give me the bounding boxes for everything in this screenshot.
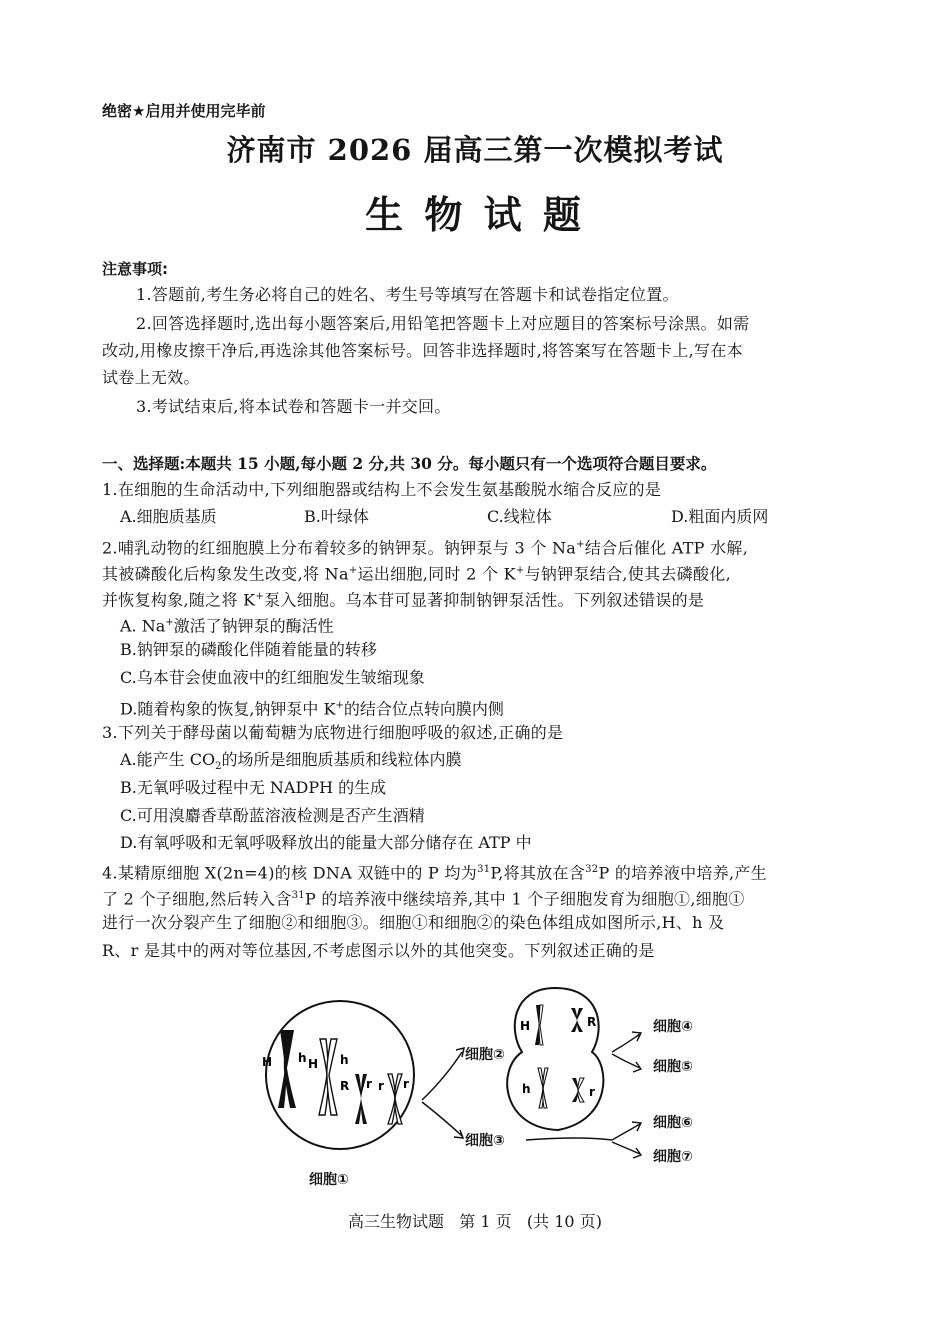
label-cell5: 细胞⑤ <box>653 1059 693 1075</box>
q2-option-c: C.乌本苷会使血液中的红细胞发生皱缩现象 <box>120 668 425 687</box>
gene-label-r: r <box>378 1079 384 1093</box>
plus-sign: + <box>335 700 344 711</box>
arrow-to-cell7 <box>612 1142 640 1154</box>
gene-label-r: r <box>403 1077 409 1091</box>
notice-item-1: 1.答题前,考生务必将自己的姓名、考生号等填写在答题卡和试卷指定位置。 <box>136 285 679 304</box>
q2-option-d <box>120 696 504 719</box>
arrow-to-cell6 <box>612 1124 640 1140</box>
q2-l1-b: 结合后催化 ATP 水解, <box>584 538 749 558</box>
secret-label: 绝密★启用并使用完毕前 <box>102 102 266 120</box>
arrow-to-cell3 <box>422 1102 462 1136</box>
page-footer: 高三生物试题 第 1 页 (共 10 页) <box>348 1212 602 1231</box>
isotope-31: 31 <box>477 864 491 875</box>
q4-stem-line-4: R、r 是其中的两对等位基因,不考虑图示以外的其他突变。下列叙述正确的是 <box>102 941 655 960</box>
q2-stem-line-2 <box>102 561 731 584</box>
q3-option-d: D.有氧呼吸和无氧呼吸释放出的能量大部分储存在 ATP 中 <box>120 833 532 852</box>
q2-option-a <box>120 613 334 636</box>
q2-a-a: A. Na <box>120 616 166 636</box>
gene-label-H: H <box>520 1019 531 1033</box>
chromosome-white-small <box>388 1074 402 1124</box>
q1-stem: 1.在细胞的生命活动中,下列细胞器或结构上不会发生氨基酸脱水缩合反应的是 <box>102 480 662 499</box>
q1-option-c: C.线粒体 <box>487 507 552 526</box>
q4-l1-c: P 的培养液中培养,产生 <box>598 863 768 883</box>
label-cell1: 细胞① <box>309 1172 349 1188</box>
label-cell3: 细胞③ <box>465 1133 505 1149</box>
q2-stem-line-1 <box>102 535 748 558</box>
q2-l2-b: 运出细胞,同时 2 个 K <box>357 564 516 584</box>
cell2-chromosome-upper-2 <box>571 1008 583 1032</box>
subject-title: 生 物 试 题 <box>365 192 585 237</box>
plus-sign: + <box>165 617 174 628</box>
q2-a-b: 激活了钠钾泵的酶活性 <box>173 616 334 636</box>
gene-label-h: h <box>298 1051 307 1065</box>
subscript-2: 2 <box>215 761 222 773</box>
gene-label-h: h <box>340 1053 349 1067</box>
q2-l2-a: 其被磷酸化后构象发生改变,将 Na <box>102 564 349 584</box>
q3-option-b: B.无氧呼吸过程中无 NADPH 的生成 <box>120 778 387 797</box>
notice-item-2-line-3: 试卷上无效。 <box>102 368 200 387</box>
q3-option-c: C.可用溴麝香草酚蓝溶液检测是否产生酒精 <box>120 806 425 825</box>
gene-label-R: R <box>587 1015 597 1029</box>
plus-sign: + <box>515 565 525 576</box>
q4-stem-line-1 <box>102 860 767 883</box>
q3-option-a <box>120 750 461 777</box>
q1-option-a: A.细胞质基质 <box>120 507 217 526</box>
chromosome-black-large <box>278 1030 296 1108</box>
notice-item-3: 3.考试结束后,将本试卷和答题卡一并交回。 <box>136 397 451 416</box>
plus-sign: + <box>576 539 585 550</box>
gene-label-H: H <box>262 1055 273 1069</box>
cell-division-diagram <box>240 970 720 1200</box>
q3-a-a: A.能产生 CO <box>120 750 216 769</box>
arrow-to-cell5 <box>612 1054 640 1068</box>
gene-label-r: r <box>589 1085 595 1099</box>
gene-label-h: h <box>522 1082 531 1096</box>
q2-d-b: 的结合位点转向膜内侧 <box>343 699 504 719</box>
cell2-chromosome-lower-1 <box>538 1068 548 1108</box>
notice-heading: 注意事项: <box>102 260 168 278</box>
gene-label-R: R <box>340 1079 350 1093</box>
q2-option-b: B.钠钾泵的磷酸化伴随着能量的转移 <box>120 640 377 659</box>
q3-stem: 3.下列关于酵母菌以葡萄糖为底物进行细胞呼吸的叙述,正确的是 <box>102 723 564 742</box>
notice-item-2-line-2: 改动,用橡皮擦干净后,再选涂其他答案标号。回答非选择题时,将答案写在答题卡上,写在本 <box>102 341 743 360</box>
gene-label-r: r <box>366 1077 372 1091</box>
gene-label-H: H <box>308 1057 319 1071</box>
isotope-31: 31 <box>291 890 305 901</box>
q4-l2-b: P 的培养液中继续培养,其中 1 个子细胞发育为细胞①,细胞① <box>304 889 745 909</box>
q4-l2-a: 了 2 个子细胞,然后转入含 <box>102 889 292 909</box>
plus-sign: + <box>255 591 265 602</box>
q2-l2-c: 与钠钾泵结合,使其去磷酸化, <box>524 564 731 584</box>
chromosome-white-large <box>319 1039 337 1115</box>
label-cell7: 细胞⑦ <box>653 1149 693 1165</box>
q1-option-b: B.叶绿体 <box>304 507 369 526</box>
isotope-32: 32 <box>585 864 599 875</box>
q4-l1-b: P,将其放在含 <box>490 863 586 883</box>
label-cell6: 细胞⑥ <box>653 1115 693 1131</box>
cell2-chromosome-upper-1 <box>535 1005 543 1045</box>
cell2-membrane <box>507 988 603 1130</box>
q2-l1-a: 2.哺乳动物的红细胞膜上分布着较多的钠钾泵。钠钾泵与 3 个 Na <box>102 538 577 558</box>
q2-l3-b: 泵入细胞。乌本苷可显著抑制钠钾泵活性。下列叙述错误的是 <box>264 590 705 610</box>
q3-a-b: 的场所是细胞质基质和线粒体内膜 <box>221 750 462 769</box>
arrow-to-cell2 <box>422 1052 462 1100</box>
cell2-chromosome-lower-2 <box>572 1078 584 1102</box>
exam-title: 济南市 2026 届高三第一次模拟考试 <box>226 133 724 167</box>
plus-sign: + <box>348 565 358 576</box>
q4-stem-line-3: 进行一次分裂产生了细胞②和细胞③。细胞①和细胞②的染色体组成如图所示,H、h 及 <box>102 913 725 932</box>
q2-l3-a: 并恢复构象,随之将 K <box>102 590 256 610</box>
label-cell4: 细胞④ <box>653 1019 693 1035</box>
label-cell2: 细胞② <box>465 1047 505 1063</box>
notice-item-2-line-1: 2.回答选择题时,选出每小题答案后,用铅笔把答题卡上对应题目的答案标号涂黑。如需 <box>136 314 750 333</box>
q1-option-d: D.粗面内质网 <box>671 507 769 526</box>
q2-d-a: D.随着构象的恢复,钠钾泵中 K <box>120 699 336 719</box>
q2-stem-line-3 <box>102 587 704 610</box>
q4-l1-a: 4.某精原细胞 X(2n=4)的核 DNA 双链中的 P 均为 <box>102 863 478 883</box>
section-1-heading: 一、选择题:本题共 15 小题,每小题 2 分,共 30 分。每小题只有一个选项符合题目要求。 <box>102 454 717 473</box>
arrow-cell3-line <box>526 1138 612 1140</box>
q4-stem-line-2 <box>102 886 745 909</box>
arrow-to-cell4 <box>612 1034 640 1052</box>
